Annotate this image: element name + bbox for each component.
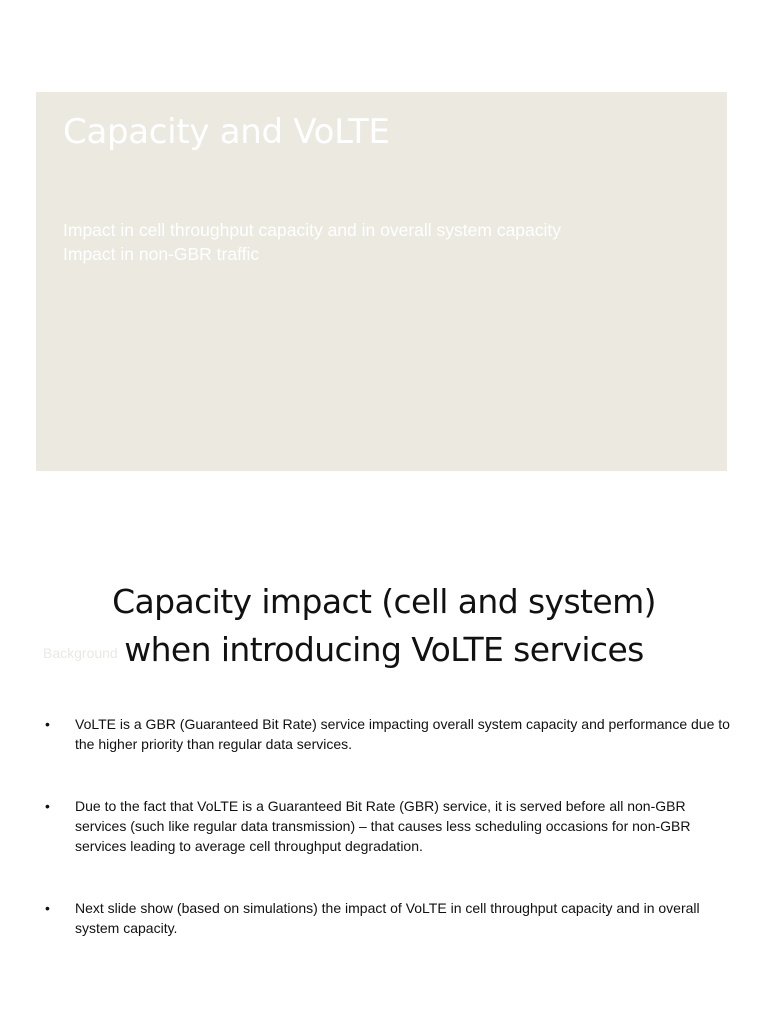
bullet-text: Next slide show (based on simulations) the impact of VoLTE in cell throughput capacity and in overall system capacity. [75,900,700,936]
bullet-icon: • [45,900,50,916]
bullet-item [0,898,768,938]
slide-capacity-and-volte [36,92,727,471]
bullet-item [0,796,768,856]
bullet-icon: • [45,798,50,814]
slide-two-title-line: when introducing VoLTE services [124,630,644,669]
slide-one-line: Impact in cell throughput capacity and in overall system capacity [63,220,562,240]
slide-capacity-impact [0,560,768,960]
bullet-icon: • [45,716,50,732]
slide-one-body [63,218,561,266]
bullet-list [0,714,768,938]
slide-two-title [0,578,768,674]
bullet-text: Due to the fact that VoLTE is a Guaranteed Bit Rate (GBR) service, it is served before all non-GBR services (such like regular data transmission) – that causes less scheduling occasions for non-GBR services leading to average cell throughput degradation. [75,798,691,854]
slide-one-line: Impact in non-GBR traffic [63,244,260,264]
background-label: Background [43,645,118,661]
slide-two-title-line: Capacity impact (cell and system) [112,582,656,621]
bullet-item [0,714,768,754]
slide-one-title: Capacity and VoLTE [63,112,390,152]
bullet-text: VoLTE is a GBR (Guaranteed Bit Rate) service impacting overall system capacity and performance due to the higher priority than regular data services. [75,716,730,752]
